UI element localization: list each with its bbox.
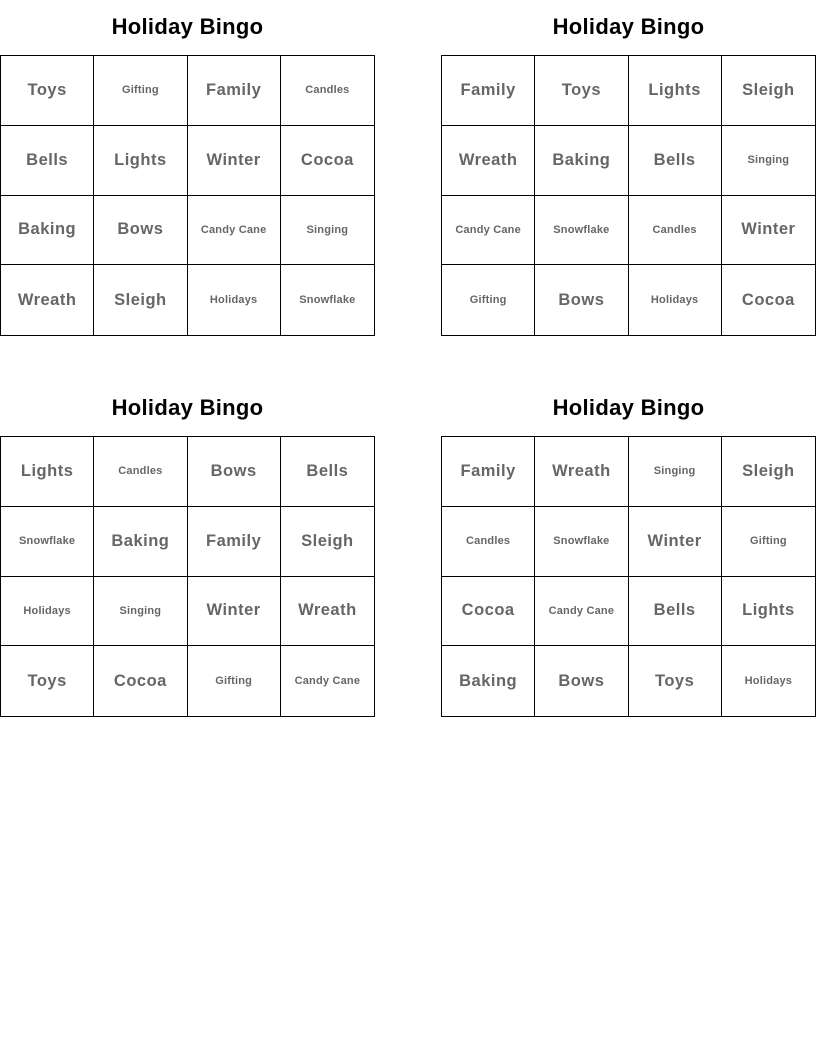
bingo-cell: Candy Cane — [188, 196, 281, 266]
bingo-cell: Winter — [629, 507, 722, 577]
bingo-cell: Bows — [94, 196, 187, 266]
bingo-cell: Sleigh — [722, 437, 815, 507]
bingo-cell: Gifting — [188, 646, 281, 716]
bingo-cell: Wreath — [281, 577, 374, 647]
bingo-cell: Singing — [94, 577, 187, 647]
bingo-cell: Lights — [1, 437, 94, 507]
bingo-cell: Holidays — [188, 265, 281, 335]
bingo-grid — [0, 55, 375, 336]
bingo-cell: Holidays — [744, 675, 793, 688]
bingo-cell: Family — [188, 507, 281, 577]
bingo-cell: Singing — [281, 196, 374, 266]
bingo-cell: Candy Cane — [535, 577, 628, 647]
bingo-grid — [0, 436, 375, 717]
bingo-cell: Baking — [442, 646, 535, 716]
bingo-cell: Candles — [629, 196, 722, 266]
bingo-cell: Bows — [535, 265, 628, 335]
bingo-cell: Winter — [722, 196, 815, 266]
bingo-cell: Candy Cane — [442, 196, 535, 266]
bingo-cell: Bells — [629, 577, 722, 647]
bingo-cell: Bells — [281, 437, 374, 507]
bingo-cell: Baking — [535, 126, 628, 196]
bingo-cell: Baking — [1, 196, 94, 266]
bingo-cell: Cocoa — [281, 126, 374, 196]
bingo-cell: Toys — [1, 646, 94, 716]
bingo-cell: Candles — [94, 437, 187, 507]
bingo-grid — [441, 55, 816, 336]
bingo-cell: Wreath — [1, 265, 94, 335]
bingo-cell: Snowflake — [535, 196, 628, 266]
bingo-cell: Lights — [94, 126, 187, 196]
card-title: Holiday Bingo — [552, 14, 705, 39]
bingo-cell: Gifting — [722, 507, 815, 577]
bingo-cell: Singing — [722, 126, 815, 196]
bingo-cell: Sleigh — [281, 507, 374, 577]
bingo-cell: Holidays — [1, 577, 94, 647]
bingo-cell: Wreath — [442, 126, 535, 196]
bingo-cell: Singing — [629, 437, 722, 507]
bingo-cell: Holidays — [629, 265, 722, 335]
card-title: Holiday Bingo — [111, 395, 264, 420]
bingo-cell: Family — [188, 56, 281, 126]
bingo-cell: Gifting — [442, 265, 535, 335]
bingo-cell: Cocoa — [442, 577, 535, 647]
bingo-cell: Baking — [94, 507, 187, 577]
bingo-cell: Family — [442, 56, 535, 126]
bingo-cell: Bells — [1, 126, 94, 196]
bingo-grid — [441, 436, 816, 717]
bingo-cell: Toys — [535, 56, 628, 126]
bingo-cell: Snowflake — [535, 507, 628, 577]
bingo-cell: Candles — [281, 56, 374, 126]
bingo-cell: Winter — [188, 126, 281, 196]
bingo-cell: Candy Cane — [294, 675, 361, 688]
bingo-cell: Snowflake — [299, 294, 356, 307]
bingo-cell: Wreath — [535, 437, 628, 507]
bingo-cell: Toys — [1, 56, 94, 126]
bingo-cell: Family — [442, 437, 535, 507]
bingo-cell: Cocoa — [741, 290, 795, 309]
bingo-cell: Bows — [188, 437, 281, 507]
bingo-cell: Sleigh — [94, 265, 187, 335]
card-title: Holiday Bingo — [111, 14, 264, 39]
bingo-cell: Lights — [722, 577, 815, 647]
bingo-cell: Toys — [629, 646, 722, 716]
bingo-cell: Candles — [442, 507, 535, 577]
bingo-cell: Sleigh — [722, 56, 815, 126]
bingo-cell: Bows — [535, 646, 628, 716]
bingo-cell: Winter — [188, 577, 281, 647]
bingo-cell: Lights — [629, 56, 722, 126]
bingo-cell: Snowflake — [1, 507, 94, 577]
card-title: Holiday Bingo — [552, 395, 705, 420]
bingo-cell: Gifting — [94, 56, 187, 126]
bingo-cell: Cocoa — [94, 646, 187, 716]
bingo-cell: Bells — [629, 126, 722, 196]
